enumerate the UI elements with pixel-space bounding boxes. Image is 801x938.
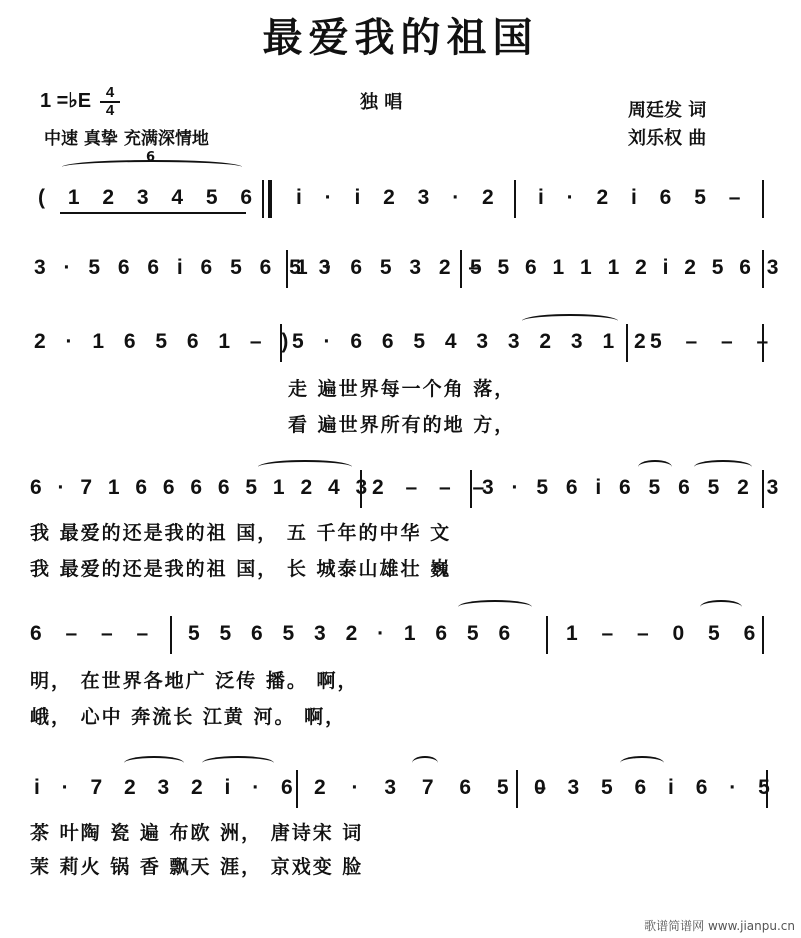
measure-notes: 1 – – 0 5 6 [566,622,765,645]
meter-bottom: 4 [105,102,115,119]
measure-notes: 6 – – – [30,622,158,645]
measure-notes: 0 3 5 6 i 6 · 5 [534,776,778,799]
measure-notes: i · i 2 3 · 2 [296,186,503,209]
measure-notes: 3 · 5 6 6 i 6 5 6 5 3 [34,256,337,279]
slur-mark [124,756,184,770]
slur-mark [412,756,438,770]
meter-top: 4 [105,84,115,101]
slur-mark [638,460,672,474]
tuplet-number: 6 [146,150,156,165]
lyric-verse-1: 茶 叶陶 瓷 遍 布欧 洲， 唐诗宋 词 [30,822,364,844]
measure-notes: 5 5 6 5 3 2 · 1 6 5 6 [188,622,518,645]
measure-notes: 1 · 6 5 3 2 – [296,256,487,279]
barline [762,616,764,654]
barline [766,770,768,808]
barline [280,324,282,362]
underline-beam [60,212,246,214]
tempo-marking: 中速 真挚 充满深情地 [44,129,209,149]
barline [546,616,548,654]
lyric-verse-1: 走 遍世界每一个角 落， [288,378,516,400]
lyric-verse-2: 峨， 心中 奔流长 江黄 河。 啊， [30,706,347,728]
barline [286,250,288,288]
lyric-verse-2: 我 最爱的还是我的祖 国， 长 城泰山雄壮 巍 [30,558,452,580]
barline [626,324,628,362]
measure-notes: 2 – – – [372,476,493,499]
measure-notes: ( 1 2 3 4 5 6 [38,186,261,209]
measure-notes: 2 · 1 6 5 6 1 – ) [34,330,296,353]
measure-notes: i · 7 2 3 2 i · 6 [34,776,301,799]
lyric-verse-1: 明， 在世界各地广 泛传 播。 啊， [30,670,359,692]
slur-mark [458,600,532,614]
lyricist-credit: 周廷发 词 [628,100,707,121]
barline [170,616,172,654]
barline [762,324,764,362]
lyric-verse-2: 茉 莉火 锅 香 飘天 涯， 京戏变 脸 [30,856,364,878]
lyric-verse-1: 我 最爱的还是我的祖 国， 五 千年的中华 文 [30,522,452,544]
barline [516,770,518,808]
measure-notes: 3 · 5 6 i 6 5 6 5 2 3 [482,476,785,499]
barline [762,470,764,508]
song-title: 最爱我的祖国 [262,15,539,61]
slur-mark [620,756,664,770]
barline [460,250,462,288]
measure-notes: 5 · 6 6 5 4 3 3 2 3 1 2 [292,330,653,353]
lyric-verse-2: 看 遍世界所有的地 方， [288,414,516,436]
composer-credit: 刘乐权 曲 [628,128,707,149]
barline [360,470,362,508]
key-signature: 1 =♭E [40,90,92,112]
barline [470,470,472,508]
measure-notes: 6 · 7 1 6 6 6 6 5 1 2 4 3 [30,476,373,499]
barline [762,180,764,218]
performance-mode: 独 唱 [360,92,403,113]
slur-mark [700,600,742,614]
barline [514,180,516,218]
slur-mark [522,314,618,328]
measure-notes: i · 2 i 6 5 – [538,186,749,209]
repeat-barline-thick [268,180,272,218]
time-signature [98,86,122,118]
slur-mark [258,460,352,474]
measure-notes: 2 · 3 7 6 5 – [314,776,557,799]
barline [762,250,764,288]
slur-mark [694,460,752,474]
measure-notes: 5 5 6 1 1 1 2 i 2 5 6 3 [470,256,784,279]
repeat-barline [262,180,264,218]
measure-notes: 5 – – – [650,330,778,353]
watermark: 歌谱简谱网 www.jianpu.cn [644,919,795,933]
slur-mark [202,756,274,770]
barline [296,770,298,808]
